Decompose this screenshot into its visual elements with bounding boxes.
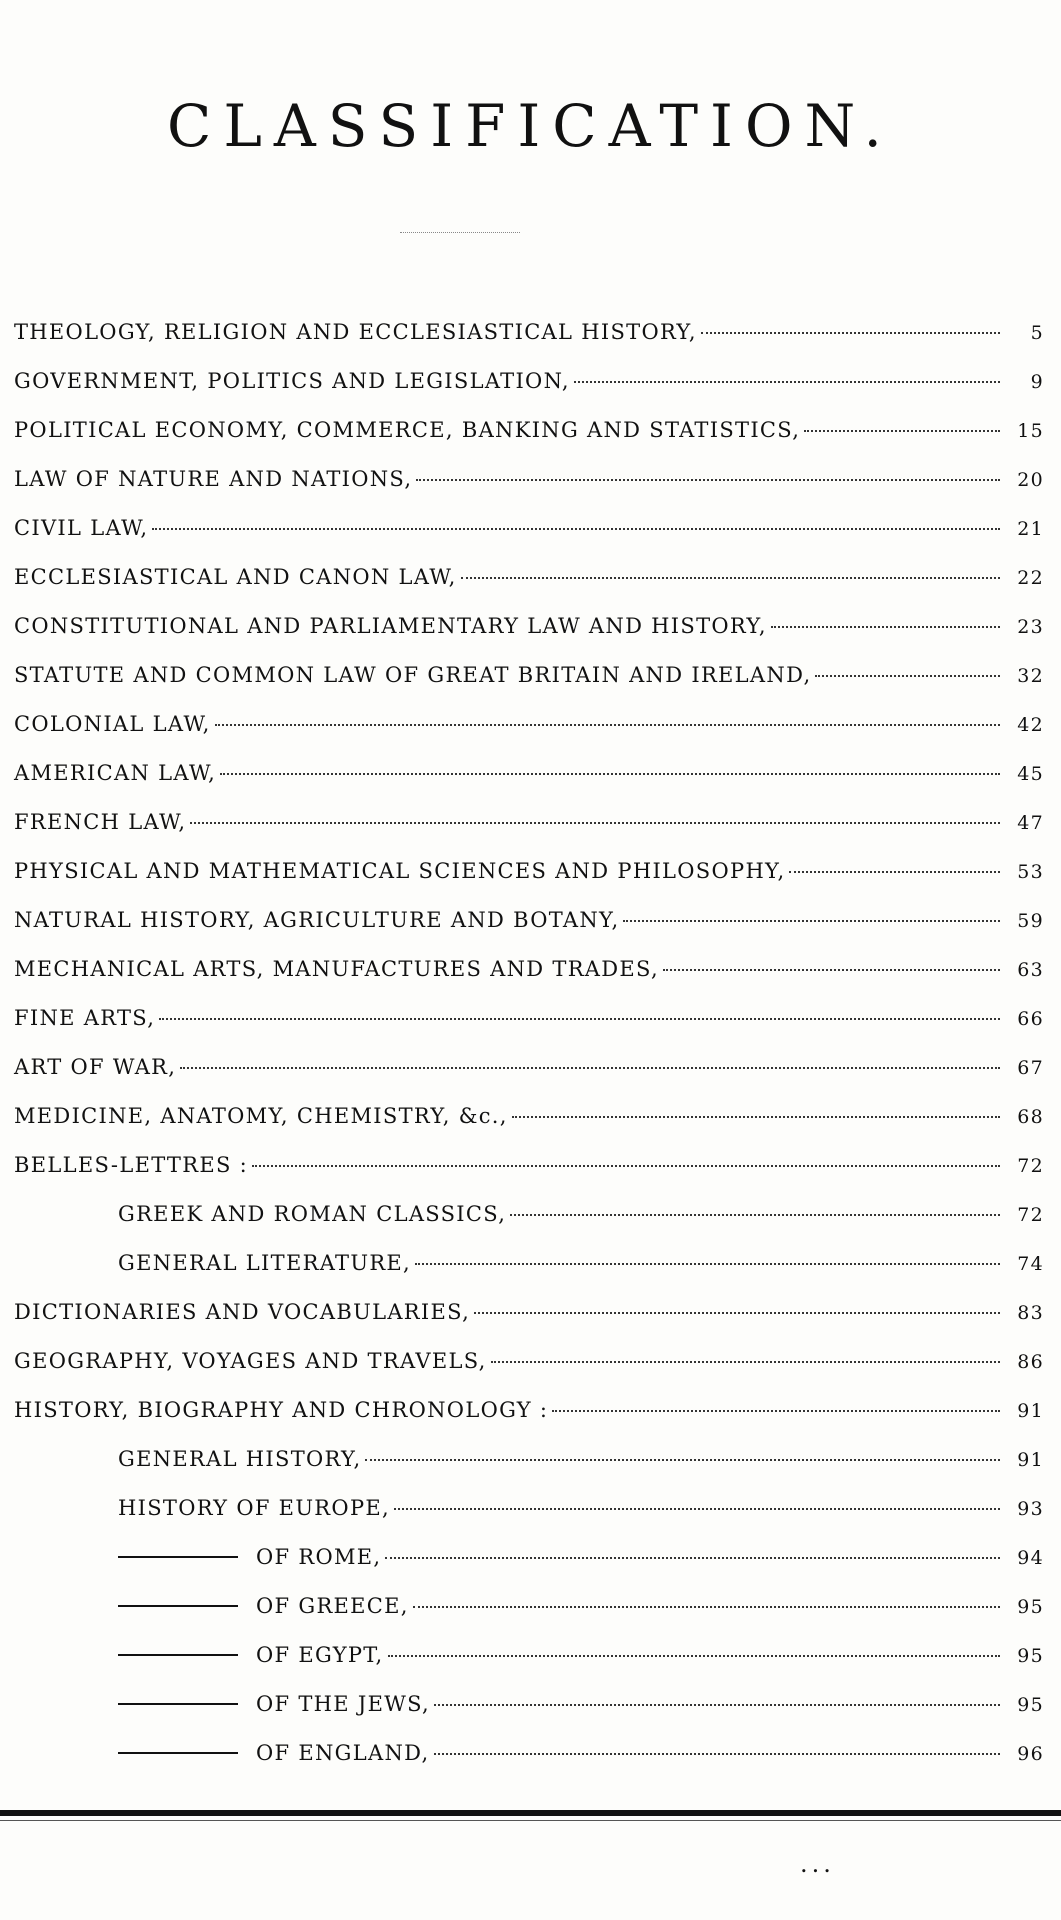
dot-leader [413, 1606, 1000, 1608]
dot-leader [663, 969, 1000, 971]
toc-label: GEOGRAPHY, VOYAGES AND TRAVELS, [14, 1349, 487, 1373]
toc-page: 72 [1017, 1204, 1044, 1226]
toc-label: GENERAL HISTORY, [118, 1447, 362, 1471]
dot-leader [252, 1165, 1000, 1167]
toc-label: BELLES-LETTRES : [14, 1153, 248, 1177]
toc-label: FINE ARTS, [14, 1006, 156, 1030]
toc-page: 96 [1017, 1743, 1044, 1765]
toc-label: MEDICINE, ANATOMY, CHEMISTRY, &c., [14, 1104, 508, 1128]
toc-entry [14, 957, 1044, 1006]
toc-entry [14, 1104, 1044, 1153]
dot-leader [159, 1018, 1000, 1020]
dot-leader [461, 577, 1000, 579]
toc-label: STATUTE AND COMMON LAW OF GREAT BRITAIN AND IRELAND, [14, 663, 812, 687]
toc-page: 5 [1030, 322, 1044, 344]
dot-leader [804, 430, 1000, 432]
toc-label: GENERAL LITERATURE, [118, 1251, 412, 1275]
dot-leader [394, 1508, 1000, 1510]
toc-entry [14, 908, 1044, 957]
toc-page: 95 [1017, 1694, 1044, 1716]
dot-leader [152, 528, 1000, 530]
toc-label: OF THE JEWS, [256, 1692, 431, 1716]
dot-leader [220, 773, 1000, 775]
toc-entry [14, 1006, 1044, 1055]
toc-page: 95 [1017, 1645, 1044, 1667]
dot-leader [474, 1312, 1000, 1314]
bottom-rule [0, 1810, 1061, 1816]
toc-page: 93 [1017, 1498, 1044, 1520]
dot-leader [789, 871, 1000, 873]
toc-page: 32 [1017, 665, 1044, 687]
toc-entry [14, 516, 1044, 565]
dot-leader [415, 1263, 1000, 1265]
toc-subentry [14, 1692, 1044, 1741]
toc-label: HISTORY, BIOGRAPHY AND CHRONOLOGY : [14, 1398, 549, 1422]
toc-page: 74 [1017, 1253, 1044, 1275]
dot-leader [512, 1116, 1000, 1118]
ditto-dash [118, 1605, 238, 1607]
dot-leader [574, 381, 1000, 383]
toc-label: MECHANICAL ARTS, MANUFACTURES AND TRADES, [14, 957, 659, 981]
dot-leader [510, 1214, 1000, 1216]
toc-page: 72 [1017, 1155, 1044, 1177]
toc-label: AMERICAN LAW, [14, 761, 217, 785]
toc-entry [14, 369, 1044, 418]
toc-subentry [14, 1741, 1044, 1790]
toc-entry [14, 614, 1044, 663]
bottom-rule-thin [0, 1820, 1061, 1821]
toc-label: LAW OF NATURE AND NATIONS, [14, 467, 413, 491]
toc-page: 22 [1017, 567, 1044, 589]
toc-page: 83 [1017, 1302, 1044, 1324]
toc-page: 68 [1017, 1106, 1044, 1128]
dot-leader [190, 822, 1000, 824]
dot-leader [623, 920, 1000, 922]
toc-entry [14, 810, 1044, 859]
ditto-dash [118, 1556, 238, 1558]
toc-label: CIVIL LAW, [14, 516, 149, 540]
toc-entry [14, 1398, 1044, 1447]
toc-entry [14, 1349, 1044, 1398]
toc-label: POLITICAL ECONOMY, COMMERCE, BANKING AND STATISTICS, [14, 418, 801, 442]
toc-entry [14, 761, 1044, 810]
toc-label: CONSTITUTIONAL AND PARLIAMENTARY LAW AND HISTORY, [14, 614, 767, 638]
dot-leader [385, 1557, 1000, 1559]
toc-page: 9 [1030, 371, 1044, 393]
toc-entry [14, 712, 1044, 761]
ditto-dash [118, 1703, 238, 1705]
dot-leader [365, 1459, 1000, 1461]
toc-entry [14, 1055, 1044, 1104]
dot-leader [552, 1410, 1000, 1412]
toc-subentry [14, 1594, 1044, 1643]
dot-leader [180, 1067, 1000, 1069]
toc-page: 91 [1017, 1400, 1044, 1422]
toc-page: 66 [1017, 1008, 1044, 1030]
toc-page: 63 [1017, 959, 1044, 981]
toc-subentry [14, 1251, 1044, 1300]
toc-label: GREEK AND ROMAN CLASSICS, [118, 1202, 507, 1226]
toc-label: HISTORY OF EUROPE, [118, 1496, 390, 1520]
toc-label: OF ROME, [256, 1545, 382, 1569]
toc-label: NATURAL HISTORY, AGRICULTURE AND BOTANY, [14, 908, 620, 932]
toc-entry [14, 320, 1044, 369]
dot-leader [815, 675, 1000, 677]
toc-page: 23 [1017, 616, 1044, 638]
dot-leader [434, 1753, 1001, 1755]
ornament-rule [400, 232, 520, 233]
toc-entry [14, 1300, 1044, 1349]
toc-page: 86 [1017, 1351, 1044, 1373]
toc-page: 67 [1017, 1057, 1044, 1079]
toc-entry [14, 859, 1044, 908]
footer-mark: ... [800, 1850, 835, 1878]
toc-page: 53 [1017, 861, 1044, 883]
dot-leader [701, 332, 1000, 334]
toc-entry [14, 663, 1044, 712]
toc-page: 15 [1017, 420, 1044, 442]
toc-page: 21 [1017, 518, 1044, 540]
toc-entry [14, 467, 1044, 516]
dot-leader [416, 479, 1000, 481]
toc-label: COLONIAL LAW, [14, 712, 211, 736]
toc-page: 42 [1017, 714, 1044, 736]
ditto-dash [118, 1654, 238, 1656]
toc-page: 59 [1017, 910, 1044, 932]
toc-subentry [14, 1545, 1044, 1594]
dot-leader [388, 1655, 1001, 1657]
toc-label: OF ENGLAND, [256, 1741, 430, 1765]
toc-page: 94 [1017, 1547, 1044, 1569]
toc-label: OF GREECE, [256, 1594, 409, 1618]
toc-subentry [14, 1202, 1044, 1251]
toc-label: THEOLOGY, RELIGION AND ECCLESIASTICAL HISTORY, [14, 320, 697, 344]
toc-label: DICTIONARIES AND VOCABULARIES, [14, 1300, 471, 1324]
dot-leader [771, 626, 1000, 628]
table-of-contents [14, 320, 1044, 1790]
toc-page: 20 [1017, 469, 1044, 491]
toc-subentry [14, 1496, 1044, 1545]
toc-subentry [14, 1447, 1044, 1496]
toc-subentry [14, 1643, 1044, 1692]
toc-label: PHYSICAL AND MATHEMATICAL SCIENCES AND PHILOSOPHY, [14, 859, 786, 883]
toc-page: 45 [1017, 763, 1044, 785]
toc-page: 47 [1017, 812, 1044, 834]
toc-entry [14, 1153, 1044, 1202]
toc-entry [14, 418, 1044, 467]
toc-page: 91 [1017, 1449, 1044, 1471]
page-title: CLASSIFICATION. [166, 92, 894, 160]
toc-entry [14, 565, 1044, 614]
dot-leader [434, 1704, 1000, 1706]
ditto-dash [118, 1752, 238, 1754]
toc-label: ART OF WAR, [14, 1055, 177, 1079]
toc-label: OF EGYPT, [256, 1643, 384, 1667]
toc-page: 95 [1017, 1596, 1044, 1618]
dot-leader [215, 724, 1000, 726]
toc-label: GOVERNMENT, POLITICS AND LEGISLATION, [14, 369, 570, 393]
toc-label: FRENCH LAW, [14, 810, 187, 834]
dot-leader [491, 1361, 1000, 1363]
toc-label: ECCLESIASTICAL AND CANON LAW, [14, 565, 457, 589]
